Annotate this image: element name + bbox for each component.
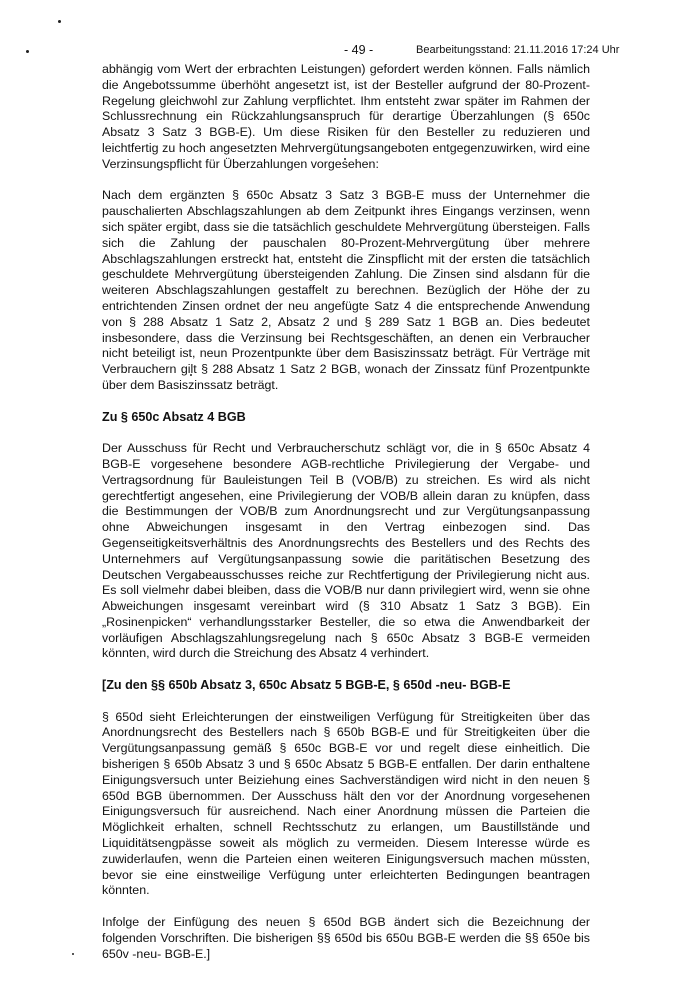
paragraph: abhängig vom Wert der erbrachten Leistungen) gefordert werden können. Falls nämlich die Angebotssumme überhöht angesetzt ist, ist der Besteller aufgrund der 80-Prozent-Regelung gleichwohl zur Zahlung verpflichtet. Ihm entsteht zwar später im Rahmen der Schlussrechnung ein Rückzahlungsanspruch für derartige Überzahlungen (§ 650c Absatz 3 Satz 3 BGB-E). Um diese Risiken für den Besteller zu reduzieren und leichtfertig zu hoch angesetzten Mehrvergütungsangeboten entgegenzuwirken, wird eine Verzinsungspflicht für Überzahlungen vorgesehen: — [102, 62, 590, 171]
section-heading: Zu § 650c Absatz 4 BGB — [102, 409, 246, 424]
section-heading: [Zu den §§ 650b Absatz 3, 650c Absatz 5 BGB-E, § 650d -neu- BGB-E — [102, 678, 511, 693]
paragraph: § 650d sieht Erleichterungen der einstweiligen Verfügung für Streitigkeiten über das Anordnungsrecht des Bestellers nach § 650b BGB-E und für Streitigkeiten über die Vergütungsanpassung gemäß § 650c BGB-E vor und regelt diese einheitlich. Die bisherigen § 650b Absatz 3 und § 650c Absatz 5 BGB-E entfallen. Der darin enthaltene Einigungsversuch unter Beiziehung eines Sachverständigen wird nicht in den neuen § 650d BGB übernommen. Der Ausschuss hält den vor der Anordnung vorgesehenen Einigungsversuch für ausreichend. Nach einer Anordnung müssen die Parteien die Möglichkeit erhalten, schnell Rechtsschutz zu erlangen, um Baustillstände und Liquiditätsengpässe soweit als möglich zu vermeiden. Diesem Interesse würde es zuwiderlaufen, wenn die Parteien einen weiteren Einigungsversuch machen müssten, bevor sie eine einstweilige Verfügung unter erleichterten Bedingungen beantragen könnten. — [102, 709, 590, 898]
page-number: - 49 - — [344, 43, 374, 57]
paragraph: Nach dem ergänzten § 650c Absatz 3 Satz 3 BGB-E muss der Unternehmer die pauschalierten Abschlagszahlungen ab dem Zeitpunkt ihres Eingangs verzinsen, wenn sich später ergibt, dass sie die tatsächlich geschuldete Mehrvergütung übersteigen. Falls sich die Zahlung der pauschalen 80-Prozent-Mehrvergütung über mehrere Abschlagszahlungen erstreckt hat, entsteht die Zinspflicht mit der ersten die tatsächlich geschuldete Mehrvergütung übersteigenden Zahlung. Die Zinsen sind alsdann für die weiteren Abschlagszahlungen gestaffelt zu berechnen. Bezüglich der Höhe der zu entrichtenden Zinsen ordnet der neu angefügte Satz 4 die entsprechende Anwendung von § 288 Absatz 1 Satz 2, Absatz 2 und § 289 Satz 1 BGB an. Dies bedeutet insbesondere, dass die Verzinsung bei Rechtsgeschäften, an denen ein Verbraucher nicht beteiligt ist, neun Prozentpunkte über dem Basiszinssatz beträgt. Für Verträge mit Verbrauchern gilt § 288 Absatz 1 Satz 2 BGB, wonach der Zinssatz fünf Prozentpunkte über dem Basiszinssatz beträgt. — [102, 188, 590, 392]
paragraph: Der Ausschuss für Recht und Verbraucherschutz schlägt vor, die in § 650c Absatz 4 BGB-E vorgesehene besondere AGB-rechtliche Privilegierung der Vergabe- und Vertragsordnung für Bauleistungen Teil B (VOB/B) zu streichen. Es wird als nicht gerechtfertigt angesehen, eine Privilegierung der VOB/B allein daran zu knüpfen, dass die Bestimmungen der VOB/B zum Anordnungsrecht und zur Vergütungsanpassung ohne Abweichungen insgesamt in den Vertrag einbezogen sind. Das Gegenseitigkeitsverhältnis des Anordnungsrechts des Bestellers und des Rechts des Unternehmers auf Vergütungsanpassung sowie die paritätischen Besetzung des Deutschen Vergabeausschusses reiche zur Rechtfertigung der Privilegierung nicht aus. Es soll vielmehr dabei bleiben, dass die VOB/B nur dann privilegiert wird, wenn sie ohne Abweichungen insgesamt vereinbart wird (§ 310 Absatz 1 Satz 3 BGB). Ein „Rosinenpicken“ verhandlungsstarker Besteller, die so etwa die Anwendbarkeit der vorläufigen Abschlagszahlungsregelung nach § 650c Absatz 3 BGB-E vermeiden könnten, wird durch die Streichung des Absatz 4 verhindert. — [102, 441, 590, 661]
page-header — [0, 43, 700, 59]
edit-status: Bearbeitungsstand: 21.11.2016 17:24 Uhr — [416, 44, 620, 56]
scan-speck — [58, 20, 61, 23]
scan-speck — [72, 953, 74, 955]
paragraph: Infolge der Einfügung des neuen § 650d BGB ändert sich die Bezeichnung der folgenden Vorschriften. Die bisherigen §§ 650d bis 650u BGB-E werden die §§ 650e bis 650v -neu- BGB-E.] — [102, 915, 590, 961]
document-body — [102, 62, 590, 978]
